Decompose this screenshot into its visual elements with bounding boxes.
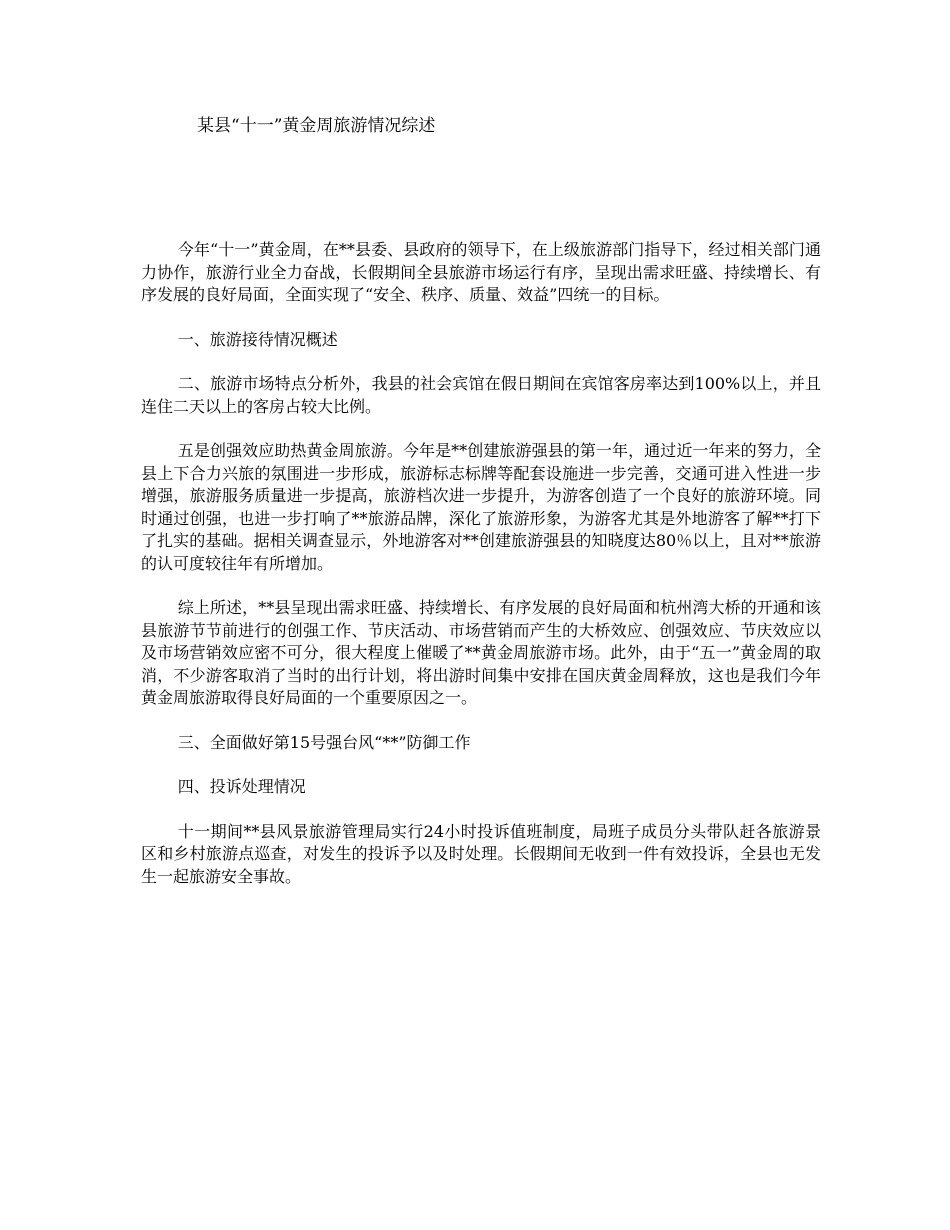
paragraph-market-analysis: 二、旅游市场特点分析外，我县的社会宾馆在假日期间在宾馆客房率达到100%以上，并且连住二天以上的客房占较大比例。 (141, 374, 821, 416)
document-body (141, 239, 821, 910)
paragraph-summary: 综上所述，**县呈现出需求旺盛、持续增长、有序发展的良好局面和杭州湾大桥的开通和该县旅游节节前进行的创强工作、节庆活动、市场营销而产生的大桥效应、创强效应、节庆效应以及市场营销效应密不可分，很大程度上催暖了**黄金周旅游市场。此外，由于“五一”黄金周的取消，不少游客取消了当时的出行计划，将出游时间集中安排在国庆黄金周释放，这也是我们今年黄金周旅游取得良好局面的一个重要原因之一。 (141, 598, 821, 707)
section-heading-3: 三、全面做好第15号强台风“**”防御工作 (177, 732, 471, 752)
paragraph-complaints: 十一期间**县风景旅游管理局实行24小时投诉值班制度，局班子成员分头带队赶各旅游景区和乡村旅游点巡查，对发生的投诉予以及时处理。长假期间无收到一件有效投诉，全县也无发生一起旅游安全事故。 (141, 821, 821, 886)
section-heading-1: 一、旅游接待情况概述 (177, 329, 338, 349)
paragraph-intro: 今年“十一”黄金周，在**县委、县政府的领导下，在上级旅游部门指导下，经过相关部门通力协作，旅游行业全力奋战，长假期间全县旅游市场运行有序，呈现出需求旺盛、持续增长、有序发展的良好局面，全面实现了“安全、秩序、质量、效益”四统一的目标。 (141, 240, 821, 304)
document-title: 某县“十一”黄金周旅游情况综述 (197, 116, 436, 136)
section-heading-4: 四、投诉处理情况 (177, 777, 306, 796)
paragraph-strong-county: 五是创强效应助热黄金周旅游。今年是**创建旅游强县的第一年，通过近一年来的努力，全县上下合力兴旅的氛围进一步形成，旅游标志标牌等配套设施进一步完善，交通可进入性进一步增强，旅游服务质量进一步提高，旅游档次进一步提升，为游客创造了一个良好的旅游环境。同时通过创强，也进一步打响了**旅游品牌，深化了旅游形象，为游客尤其是外地游客了解**打下了扎实的基础。据相关调查显示，外地游客对**创建旅游强县的知晓度达80％以上，且对**旅游的认可度较往年有所增加。 (141, 441, 821, 573)
